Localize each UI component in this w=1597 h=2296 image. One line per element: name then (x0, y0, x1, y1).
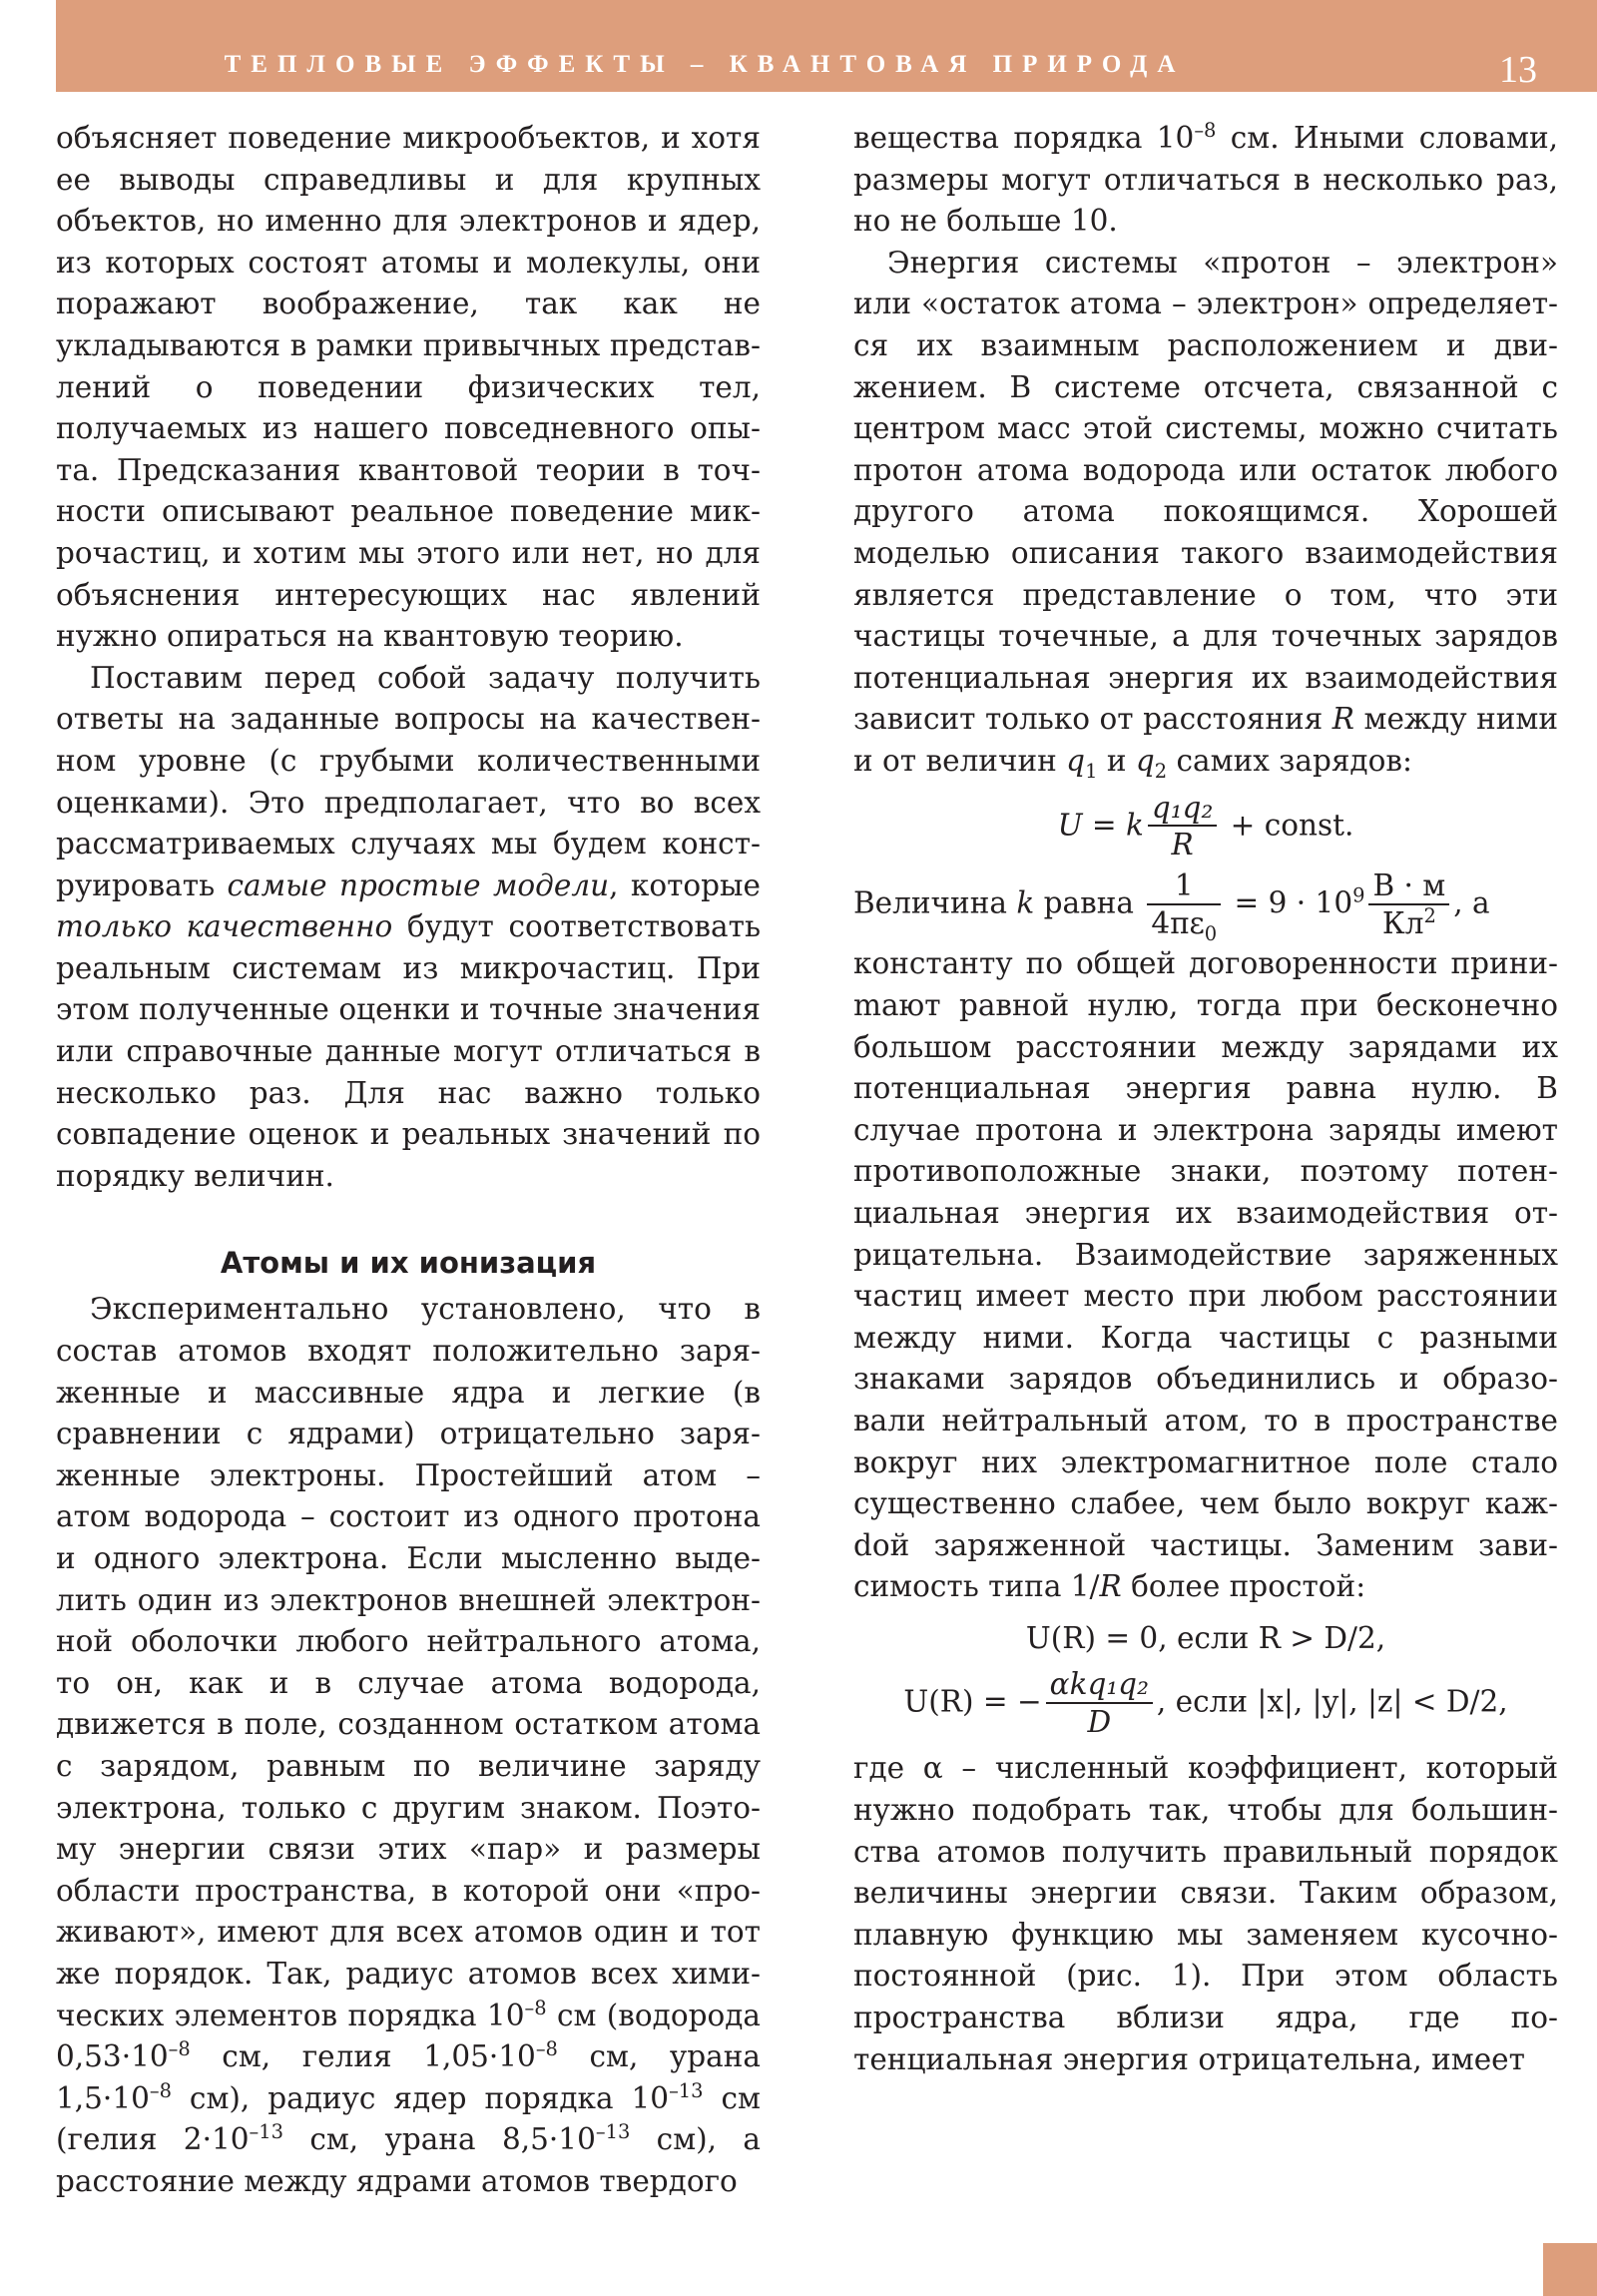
fraction-numerator: q₁q₂ (1148, 793, 1217, 828)
superscript: –13 (595, 2120, 631, 2144)
superscript: –8 (535, 2037, 558, 2061)
text-segment: см. Иными словами, размеры могут отличаться в несколько раз, но не больше 10. (853, 121, 1558, 239)
unit-numerator: В · м (1368, 870, 1449, 905)
formula-step-outside: U(R) = 0, если R > D/2, (1025, 1620, 1386, 1655)
superscript: –8 (168, 2037, 191, 2061)
right-column (853, 118, 1558, 2254)
text-segment: между ними и от величин (853, 702, 1558, 778)
text-segment: Энергия системы «протон – электрон» или «остаток атома – электрон» определяется их взаимным расположением и движением. В системе отсчета, связанной с центром масс этой системы, можно считать протон атома водорода или остаток любого другого атома покоящимся. Хорошей моделью описания такого взаимодействия является представление о том, что эти частицы точечные, а для точечных зарядов потенциальная энергия их взаимодействия зависит только от расстояния (853, 245, 1558, 737)
text-segment: , а (1453, 885, 1490, 920)
emphasis-simple-models: самые простые модели (227, 867, 610, 902)
page-number: 13 (1499, 49, 1537, 91)
formula-tail: , если |x|, |y|, |z| < D/2, (1156, 1684, 1508, 1719)
text-segment: см, урана 1,5 (56, 2039, 761, 2115)
paragraph-energy-system (853, 243, 1558, 783)
variable-r: R (1099, 1569, 1122, 1604)
text-segment: , которые (609, 867, 761, 902)
fraction (1046, 1669, 1153, 1738)
superscript: –8 (1194, 119, 1217, 143)
subscript: 0 (1204, 922, 1218, 946)
text-segment: будут соответствовать реальным системам из микрочастиц. При этом полученные оценки и точные значения или справочные данные могут отличаться в несколько раз. Для нас важно только совпадение оценок и реальных значений по порядку величин. (56, 909, 761, 1193)
superscript: –13 (669, 2078, 704, 2102)
superscript: –13 (249, 2120, 283, 2144)
running-title: ТЕПЛОВЫЕ ЭФФЕКТЫ – КВАНТОВАЯ ПРИРОДА (224, 51, 1186, 78)
text-segment: 10 (211, 2122, 250, 2157)
paragraph-intro-continued: объясняет поведение микрообъектов, и хотя ее выводы справедливы и для крупных объектов, но именно для электронов и ядер, из которых состоят атомы и молекулы, они поражают воображение, так как не укладываются в рамки привычных представлений о поведении физических тел, получаемых из нашего повседневного опыта. Предсказания квантовой теории в точности описывают реальное поведение микрочастиц, и хотим мы этого или нет, но для объяснения интересующих нас явлений нужно опираться на квантовую теорию. (56, 121, 761, 654)
dot-operator: · (202, 2122, 212, 2157)
text-segment: см (гелия 2 (56, 2080, 761, 2157)
superscript: –8 (524, 1996, 547, 2019)
fraction (1147, 868, 1221, 946)
text-segment: = 9 · 10 (1225, 885, 1353, 920)
variable-r: R (1331, 702, 1354, 737)
text-segment: Экспериментально установлено, что в состав атомов входят положительно заряженные и массивные ядра и легкие (в сравнении с ядрами) отрицательно заряженные электроны. Простейший атом – атом водорода – состоит из одного протона и одного электрона. Если мысленно выделить один из электронов внешней электронной оболочки любого нейтрального атома, то он, как и в случае атома водорода, движется в поле, созданном остатком атома с зарядом, равным по величине заряду электрона, только с другим знаком. Поэтому энергии связи этих «пар» и размеры области пространства, в которой они «проживают», имеют для всех атомов один и тот же порядок. Так, радиус атомов всех химических элементов порядка 10 (56, 1292, 761, 2032)
fraction-numerator: 1 (1147, 870, 1221, 905)
fraction-denominator: D (1087, 1705, 1112, 1740)
text-segment: см (водорода 0,53 (56, 1998, 761, 2074)
formula-lhs: U (1057, 807, 1083, 842)
text-segment: 10 (558, 2122, 596, 2157)
text-segment: 10 (112, 2080, 150, 2115)
text-segment: константу по общей договоренности приниmают равной нулю, тогда при бесконечно большом расстоянии между зарядами их потенциальная энергия равна нулю. В случае протона и электрона заряды имеют противоположные знаки, поэтому потенциальная энергия их взаимодействия отрицательна. Взаимодействие заряженных частиц имеет место при любом расстоянии между ними. Когда частицы с разными знаками зарядов объединились и образовали нейтральный атом, то в пространстве вокруг них электромагнитное поле стало существенно слабее, чем было вокруг кажdой заряженной частицы. Заменим зависимость типа 1/ (853, 946, 1558, 1604)
dot-operator: · (102, 2080, 113, 2115)
formula-k: k (1125, 807, 1144, 842)
unit-denominator (1368, 905, 1449, 939)
header-band (56, 0, 1597, 92)
dot-operator: · (121, 2039, 132, 2074)
emphasis-only-qualitatively: только качественно (56, 909, 393, 944)
fraction-numerator: αkq₁q₂ (1046, 1669, 1153, 1704)
text-segment: более простой: (1121, 1569, 1366, 1604)
dot-operator: · (548, 2122, 559, 2157)
paragraph-alpha-coefficient: где α – численный коэффициент, который нужно подобрать так, чтобы для большинства атомов получить правильный порядок величины энергии связи. Таким образом, плавную функцию мы заменяем кусочно-постоянной (рис. 1). При этом область пространства вблизи ядра, где потенциальная энергия отрицательна, имеет (853, 1751, 1558, 2076)
fraction (1148, 790, 1217, 862)
text-segment: 10 (131, 2039, 169, 2074)
paragraph-atoms (56, 1289, 761, 2202)
fraction-denominator (1147, 905, 1221, 946)
left-column (56, 118, 761, 2254)
formula-k: k (1016, 885, 1035, 920)
variable-q: q (1066, 743, 1086, 778)
superscript: –8 (149, 2078, 172, 2102)
paragraph-task (56, 658, 761, 1198)
text-segment: см, гелия 1,05 (190, 2039, 489, 2074)
text-segment: и (1097, 743, 1136, 778)
variable-q: q (1135, 743, 1155, 778)
superscript: 2 (1423, 904, 1436, 928)
text-segment: см, урана 8,5 (282, 2122, 549, 2157)
text-segment: 10 (498, 2039, 536, 2074)
superscript: 9 (1352, 884, 1365, 908)
subscript: 1 (1085, 759, 1098, 783)
text-segment: Поставим перед собой задачу получить ответы на заданные вопросы на качественном уровне (с грубыми количественными оценками). Это предполагает, что во всех рассматриваемых случаях мы будем конструировать (56, 660, 761, 902)
paragraph-constant-zero (853, 943, 1558, 1608)
formula-tail: + const. (1221, 807, 1354, 842)
paragraph-size-order (853, 118, 1558, 243)
dot-operator: · (488, 2039, 499, 2074)
text-segment: самих зарядов: (1167, 743, 1412, 778)
subscript: 2 (1154, 759, 1168, 783)
unit-main: Кл (1381, 906, 1424, 941)
text-segment: равна (1034, 885, 1144, 920)
denominator-main: 4πε (1151, 906, 1205, 941)
text-segment: Величина (853, 885, 1017, 920)
section-title: Атомы и их ионизация (220, 1246, 597, 1281)
formula-lhs: U(R) = − (903, 1684, 1042, 1719)
text-segment: вещества порядка 10 (853, 121, 1195, 155)
formula-coulomb-energy (853, 790, 1558, 862)
coulomb-constant-line (853, 868, 1558, 946)
corner-tab (1543, 2243, 1597, 2296)
formula-eq: = (1082, 807, 1126, 842)
formula-step-inside (853, 1669, 1558, 1738)
text-segment: см), радиус ядер порядка 10 (171, 2080, 670, 2115)
fraction-denominator: R (1171, 828, 1194, 862)
text-segment: см), а расстояние между ядрами атомов твердого (56, 2122, 761, 2198)
unit-fraction (1368, 870, 1449, 939)
